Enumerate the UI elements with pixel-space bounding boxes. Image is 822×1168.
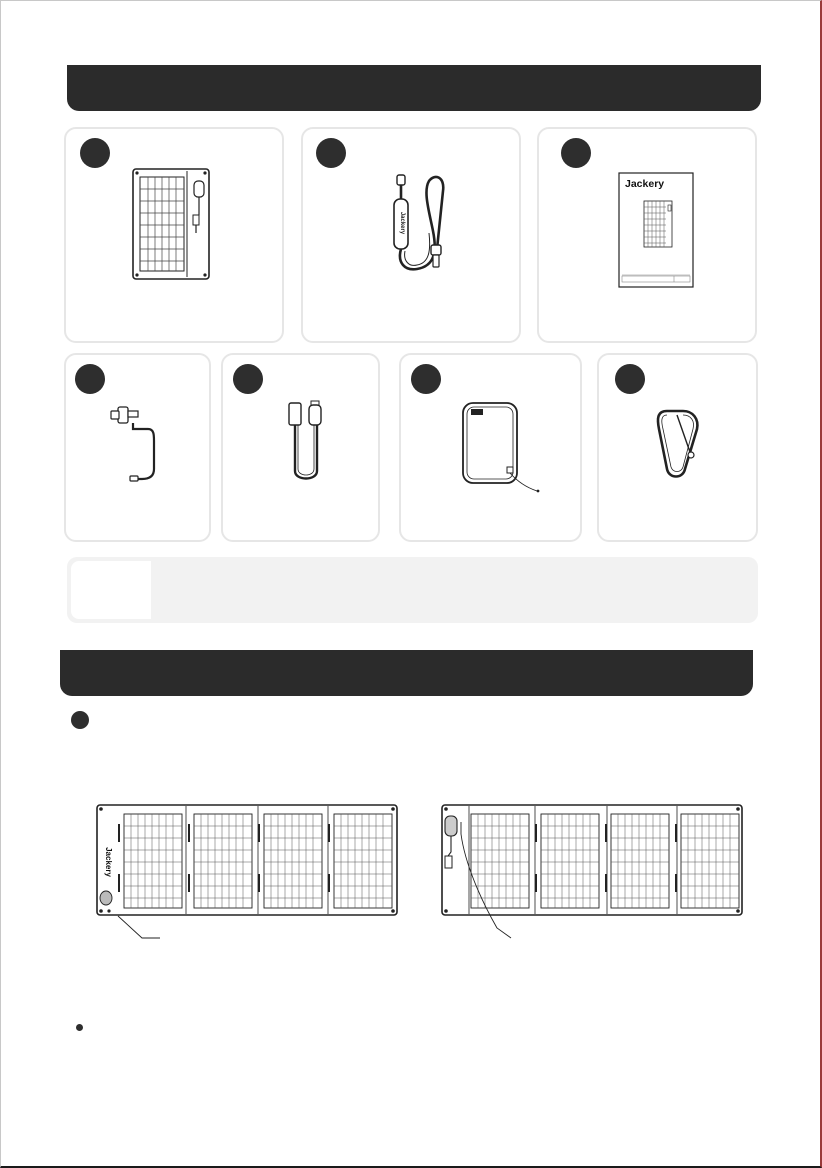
item-card-7: [597, 353, 758, 542]
storage-bag-icon: [461, 401, 545, 499]
item-number-badge: [233, 364, 263, 394]
section-header-bar-overview: [60, 650, 753, 696]
manual-cover-logo: Jackery: [625, 178, 665, 190]
item-card-2: [301, 127, 521, 343]
dc-extension-cable-icon: [383, 171, 453, 279]
dc-adapter-icon: [108, 403, 156, 489]
cable-brand-mark: Jackery: [399, 211, 405, 235]
item-number-badge: [80, 138, 110, 168]
item-card-6: [399, 353, 582, 542]
item-number-badge: [615, 364, 645, 394]
note-label-box: [71, 561, 151, 619]
panel-front-logo: Jackery: [104, 847, 113, 877]
solar-panel-back-icon: [441, 804, 745, 944]
item-number-badge: [316, 138, 346, 168]
item-number-badge: [411, 364, 441, 394]
item-card-4: [64, 353, 211, 542]
solar-panel-front-icon: [96, 804, 400, 944]
item-number-badge: [561, 138, 591, 168]
note-box: [67, 557, 758, 623]
list-bullet: [76, 1024, 83, 1031]
item-card-5: [221, 353, 380, 542]
solar-panel-icon: [132, 167, 212, 283]
item-card-3: [537, 127, 757, 343]
usb-c-cable-icon: [285, 399, 329, 485]
user-manual-icon: [618, 171, 694, 289]
carabiner-icon: [653, 405, 703, 485]
item-number-badge: [75, 364, 105, 394]
step-bullet: [71, 711, 89, 729]
section-header-bar-contents: [67, 65, 761, 111]
item-card-1: [64, 127, 284, 343]
